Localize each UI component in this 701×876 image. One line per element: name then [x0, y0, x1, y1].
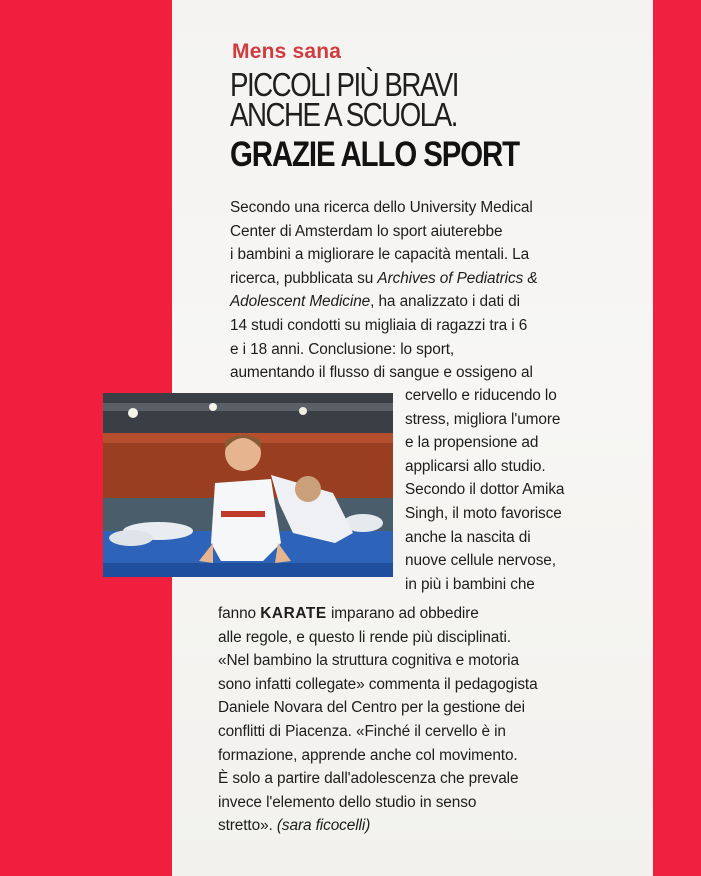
- body-line: Daniele Novara del Centro per la gestione dei: [218, 699, 525, 717]
- body-line: 14 studi condotti su migliaia di ragazzi tra i 6: [230, 316, 528, 334]
- headline: [230, 66, 566, 133]
- journal-title-cont: Adolescent Medicine: [230, 293, 371, 311]
- body-line: stress, migliora l'umore: [405, 410, 561, 428]
- body-line: conflitti di Piacenza. «Finché il cervello è in: [218, 722, 506, 740]
- body-line: applicarsi allo studio.: [405, 457, 546, 475]
- karate-word: KARATE: [260, 605, 327, 622]
- body-line: Secondo il dottor Amika: [405, 481, 565, 499]
- body-line: alle regole, e questo li rende più disciplinati.: [218, 628, 511, 646]
- body-line: «Nel bambino la struttura cognitiva e motoria: [218, 652, 519, 670]
- body-line: in più i bambini che: [405, 575, 535, 593]
- body-line: stretto». (sara ficocelli): [218, 817, 371, 835]
- body-line: nuove cellule nervose,: [405, 552, 556, 570]
- body-line: anche la nascita di: [405, 528, 531, 546]
- body-line: ricerca, pubblicata su Archives of Pediatrics &: [230, 269, 538, 287]
- body-line: e i 18 anni. Conclusione: lo sport,: [230, 340, 455, 358]
- body-line: Adolescent Medicine, ha analizzato i dati di: [230, 293, 520, 311]
- body-line: aumentando il flusso di sangue e ossigeno al: [230, 364, 533, 382]
- body-line: cervello e riducendo lo: [405, 387, 557, 404]
- article-body-top: [230, 196, 538, 385]
- body-line: Center di Amsterdam lo sport aiuterebbe: [230, 222, 503, 240]
- author-credit: (sara ficocelli): [276, 817, 371, 835]
- headline-bold: GRAZIE ALLO SPORT: [230, 135, 520, 174]
- body-line: sono infatti collegate» commenta il pedagogista: [218, 675, 538, 693]
- headline-line-2: ANCHE A SCUOLA.: [230, 96, 457, 133]
- article-body-bottom: [218, 602, 538, 838]
- journal-title: Archives of Pediatrics &: [377, 269, 538, 287]
- body-line: e la propensione ad: [405, 434, 539, 452]
- body-line: È solo a partire dall'adolescenza che prevale: [218, 770, 519, 788]
- body-line: formazione, apprende anche col movimento.: [218, 746, 518, 764]
- body-line: Secondo una ricerca dello University Medical: [230, 199, 533, 216]
- headline-line-1: PICCOLI PIÙ BRAVI: [230, 66, 458, 103]
- article-body-side: [405, 384, 564, 596]
- red-background-right: [653, 0, 701, 876]
- body-line: invece l'elemento dello studio in senso: [218, 793, 477, 811]
- body-line: i bambini a migliorare le capacità mentali. La: [230, 246, 530, 264]
- karate-kids-photo: [103, 393, 393, 577]
- section-kicker: Mens sana: [232, 40, 342, 63]
- body-line: fanno KARATE imparano ad obbedire: [218, 605, 479, 622]
- body-line: Singh, il moto favorisce: [405, 504, 562, 522]
